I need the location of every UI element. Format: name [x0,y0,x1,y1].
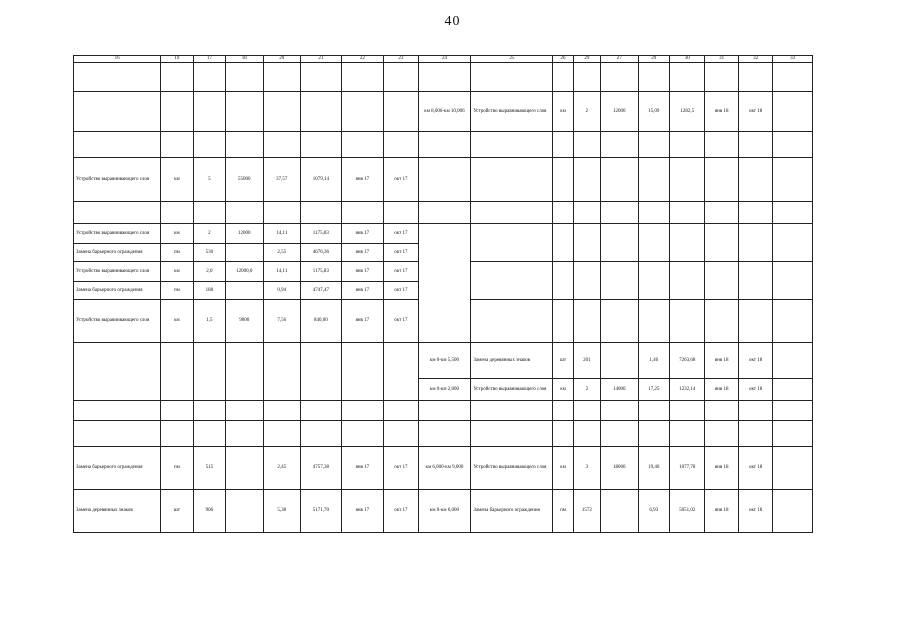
table-cell [193,92,225,132]
cost-cell: 2,55 [263,244,301,262]
unit-cost-cell: 840,00 [301,300,342,343]
header-cell: 32 [738,56,772,63]
data-table [73,55,813,533]
unit-cell: шт [553,343,573,379]
table-cell [301,343,342,401]
work-type-cell: Устройство выравнивающего слоя [74,262,161,282]
start-date-cell: янв 18 [705,92,738,132]
table-cell [74,202,161,224]
table-cell [384,92,418,132]
table-cell [161,343,193,401]
table-cell [418,202,471,224]
table-cell [301,132,342,158]
table-cell [669,262,704,300]
header-cell: 33 [773,56,813,63]
work-type-cell: Устройство выравнивающего слоя [471,92,553,132]
table-cell [263,421,301,447]
table-cell [638,63,669,92]
table-row [74,158,813,202]
quantity-cell: 515 [193,447,225,490]
table-cell [705,132,738,158]
start-date-cell: янв 17 [341,300,384,343]
work-type-cell: Замена барьерного ограждения [74,282,161,300]
header-cell: 16 [74,56,161,63]
table-cell [263,401,301,421]
cost-cell: 2,45 [263,447,301,490]
table-cell [384,343,418,401]
table-cell [638,202,669,224]
table-cell [341,63,384,92]
header-row [74,56,813,63]
table-cell [573,401,600,421]
quantity-cell: 201 [573,343,600,379]
table-cell [601,300,639,343]
table-cell [669,202,704,224]
table-cell [705,401,738,421]
table-cell [669,401,704,421]
table-cell [773,202,813,224]
table-cell [418,224,471,262]
work-type-cell: Замена барьерного ограждения [74,244,161,262]
end-date-cell: окт 18 [738,490,772,533]
table-cell [601,158,639,202]
table-cell [573,63,600,92]
table-cell [738,224,772,262]
table-row [74,447,813,490]
table-cell [193,132,225,158]
table-cell [471,262,553,300]
table-cell [226,92,264,132]
work-type-cell: Устройство выравнивающего слоя [471,379,553,401]
unit-cell: км [553,447,573,490]
table-cell [705,224,738,262]
location-cell: км 8,006-км 10,006 [418,92,471,132]
table-row [74,63,813,92]
start-date-cell: янв 17 [341,262,384,282]
quantity-cell: 2 [573,92,600,132]
unit-cost-cell: 5171,70 [301,490,342,533]
start-date-cell: янв 17 [341,244,384,262]
header-cell: 23 [384,56,418,63]
quantity-cell: 1572 [573,490,600,533]
unit-cell: шт [161,490,193,533]
table-cell [418,262,471,343]
unit-cell: км [161,262,193,282]
area-cell: 12000 [226,224,264,244]
table-cell [705,202,738,224]
table-cell [773,421,813,447]
unit-cost-cell: 1175,83 [301,224,342,244]
table-cell [638,401,669,421]
start-date-cell: янв 17 [341,158,384,202]
table-cell [553,132,573,158]
table-row [74,132,813,158]
quantity-cell: 2 [573,379,600,401]
table-cell [226,63,264,92]
table-cell [638,262,669,300]
area-cell [601,490,639,533]
table-cell [301,92,342,132]
table-cell [638,132,669,158]
table-cell [193,421,225,447]
table-cell [418,158,471,202]
table-cell [553,421,573,447]
header-cell: 21 [301,56,342,63]
cost-cell: 7,56 [263,300,301,343]
work-type-cell: Замена барьерного ограждения [74,447,161,490]
unit-cost-cell: 1232,14 [669,379,704,401]
table-cell [573,421,600,447]
area-cell: 14000 [601,379,639,401]
table-cell [669,224,704,262]
table-cell [161,401,193,421]
table-cell [263,202,301,224]
unit-cell: пм [161,244,193,262]
end-date-cell: окт 18 [738,379,772,401]
header-cell: 17 [193,56,225,63]
table-cell [384,132,418,158]
table-row [74,343,813,379]
table-cell [601,132,639,158]
table-cell [161,202,193,224]
work-type-cell: Замена деревянных знаков [471,343,553,379]
table-cell [384,421,418,447]
table-cell [226,343,264,401]
table-cell [263,132,301,158]
table-cell [384,401,418,421]
table-cell [601,401,639,421]
cost-cell: 6,93 [638,490,669,533]
table-cell [301,401,342,421]
unit-cell: пм [161,447,193,490]
table-cell [226,132,264,158]
table-cell [705,300,738,343]
table-cell [573,158,600,202]
table-cell [573,202,600,224]
area-cell [226,244,264,262]
table-cell [705,158,738,202]
table-cell [638,421,669,447]
table-row [74,401,813,421]
location-cell: км 0-км 6,000 [418,490,471,533]
table-cell [669,421,704,447]
end-date-cell: окт 17 [384,447,418,490]
table-cell [553,202,573,224]
table-cell [738,63,772,92]
table-cell [553,158,573,202]
table-cell [341,202,384,224]
quantity-cell: 2,0 [193,262,225,282]
end-date-cell: окт 17 [384,224,418,244]
start-date-cell: янв 18 [705,343,738,379]
end-date-cell: окт 17 [384,282,418,300]
table-cell [669,158,704,202]
work-type-cell: Устройство выравнивающего слоя [74,158,161,202]
table-cell [418,63,471,92]
table-cell [553,63,573,92]
unit-cost-cell: 4757,38 [301,447,342,490]
unit-cost-cell: 1175,83 [301,262,342,282]
table-cell [263,63,301,92]
table-cell [74,92,161,132]
start-date-cell: янв 18 [705,379,738,401]
table-cell [773,63,813,92]
table-cell [705,421,738,447]
table-cell [226,202,264,224]
work-type-cell: Устройство выравнивающего слоя [471,447,553,490]
table-cell [418,421,471,447]
work-type-cell: Устройство выравнивающего слоя [74,300,161,343]
table-cell [341,343,384,401]
table-cell [301,421,342,447]
table-cell [226,401,264,421]
table-row [74,92,813,132]
table-cell [773,343,813,379]
cost-cell: 1,46 [638,343,669,379]
table-cell [773,490,813,533]
area-cell [226,490,264,533]
table-cell [773,132,813,158]
end-date-cell: окт 17 [384,300,418,343]
table-cell [773,92,813,132]
table-cell [669,132,704,158]
table-cell [773,447,813,490]
table-row [74,202,813,224]
cost-cell: 5,38 [263,490,301,533]
table-cell [74,401,161,421]
table-cell [573,300,600,343]
table-cell [738,202,772,224]
unit-cost-cell: 1077,78 [669,447,704,490]
unit-cost-cell: 1079,14 [301,158,342,202]
header-cell: 29 [573,56,600,63]
header-cell: 22 [341,56,384,63]
table-cell [226,421,264,447]
work-type-cell: Замена деревянных знаков [74,490,161,533]
table-cell [193,202,225,224]
unit-cell: км [553,379,573,401]
quantity-cell: 3 [573,447,600,490]
table-cell [341,421,384,447]
unit-cell: км [161,158,193,202]
table-cell [418,132,471,158]
table-cell [738,262,772,300]
table-cell [601,63,639,92]
table-cell [773,379,813,401]
header-cell: 29 [638,56,669,63]
table-cell [669,300,704,343]
unit-cost-cell: 5051,02 [669,490,704,533]
table-cell [601,262,639,300]
location-cell: км 0-км 5,500 [418,343,471,379]
table-cell [74,132,161,158]
header-cell: 20 [263,56,301,63]
header-cell: 18 [226,56,264,63]
header-cell: 24 [418,56,471,63]
page-number: 40 [444,14,461,29]
end-date-cell: окт 17 [384,490,418,533]
cost-cell: 37,57 [263,158,301,202]
table-cell [341,132,384,158]
area-cell: 18000 [601,447,639,490]
table-cell [301,202,342,224]
cost-cell: 14,11 [263,224,301,244]
table-cell [471,158,553,202]
area-cell: 55000 [226,158,264,202]
cost-cell: 14,11 [263,262,301,282]
start-date-cell: янв 18 [705,447,738,490]
cost-cell: 19,40 [638,447,669,490]
table-cell [738,132,772,158]
end-date-cell: окт 18 [738,92,772,132]
table-cell [74,343,161,401]
quantity-cell: 1,5 [193,300,225,343]
header-cell: 31 [705,56,738,63]
start-date-cell: янв 17 [341,224,384,244]
table-cell [161,63,193,92]
table-cell [418,401,471,421]
quantity-cell: 906 [193,490,225,533]
header-cell: 27 [601,56,639,63]
table-cell [773,401,813,421]
unit-cell: км [161,300,193,343]
table-cell [74,63,161,92]
table-cell [773,224,813,262]
table-cell [193,401,225,421]
table-row [74,421,813,447]
table-cell [601,224,639,262]
table-cell [669,63,704,92]
unit-cell: км [161,224,193,244]
unit-cost-cell: 7263,68 [669,343,704,379]
area-cell: 9000 [226,300,264,343]
table-cell [471,63,553,92]
table-cell [738,158,772,202]
unit-cell: пм [161,282,193,300]
start-date-cell: янв 17 [341,282,384,300]
unit-cell: км [553,92,573,132]
table-cell [738,300,772,343]
table-cell [738,401,772,421]
table-cell [341,401,384,421]
table-cell [553,224,573,262]
table-cell [573,224,600,262]
cost-cell: 0,94 [263,282,301,300]
end-date-cell: окт 18 [738,447,772,490]
table-cell [738,421,772,447]
table-cell [263,343,301,401]
table-cell [573,262,600,300]
location-cell: км 0-км 2,000 [418,379,471,401]
end-date-cell: окт 17 [384,244,418,262]
table-cell [638,158,669,202]
table-cell [161,92,193,132]
table-cell [263,92,301,132]
table-cell [161,132,193,158]
table-cell [705,63,738,92]
table-cell [638,224,669,262]
unit-cost-cell: 4747,47 [301,282,342,300]
table-cell [773,300,813,343]
area-cell [226,447,264,490]
table-cell [74,421,161,447]
table-cell [471,300,553,343]
table-cell [471,401,553,421]
table-row [74,224,813,244]
table-cell [384,63,418,92]
area-cell [226,282,264,300]
table-cell [601,202,639,224]
start-date-cell: янв 17 [341,490,384,533]
area-cell [601,343,639,379]
table-cell [705,262,738,300]
area-cell: 12000,0 [226,262,264,282]
table-cell [384,202,418,224]
header-cell: 25 [471,56,553,63]
table-cell [341,92,384,132]
table-cell [193,343,225,401]
work-type-cell: Замена барьерного ограждения [471,490,553,533]
table-cell [471,202,553,224]
area-cell: 12000 [601,92,639,132]
table-cell [553,262,573,300]
table-cell [193,63,225,92]
table-cell [553,300,573,343]
header-cell: 26 [553,56,573,63]
table-row [74,262,813,282]
start-date-cell: янв 18 [705,490,738,533]
table-cell [638,300,669,343]
table-cell [471,132,553,158]
table-cell [601,421,639,447]
table-cell [161,421,193,447]
quantity-cell: 2 [193,224,225,244]
location-cell: км 6,000-км 9,000 [418,447,471,490]
header-cell: 19 [161,56,193,63]
table-cell [301,63,342,92]
table-cell [471,224,553,262]
end-date-cell: окт 17 [384,158,418,202]
cost-cell: 17,25 [638,379,669,401]
table-cell [773,158,813,202]
unit-cost-cell: 1282,5 [669,92,704,132]
table-cell [773,262,813,300]
unit-cell: пм [553,490,573,533]
start-date-cell: янв 17 [341,447,384,490]
end-date-cell: окт 17 [384,262,418,282]
header-cell: 30 [669,56,704,63]
table-cell [471,421,553,447]
work-type-cell: Устройство выравнивающего слоя [74,224,161,244]
quantity-cell: 5 [193,158,225,202]
table-cell [553,401,573,421]
quantity-cell: 188 [193,282,225,300]
end-date-cell: окт 18 [738,343,772,379]
unit-cost-cell: 4676,36 [301,244,342,262]
cost-cell: 15,09 [638,92,669,132]
table-row [74,490,813,533]
quantity-cell: 530 [193,244,225,262]
table-cell [573,132,600,158]
